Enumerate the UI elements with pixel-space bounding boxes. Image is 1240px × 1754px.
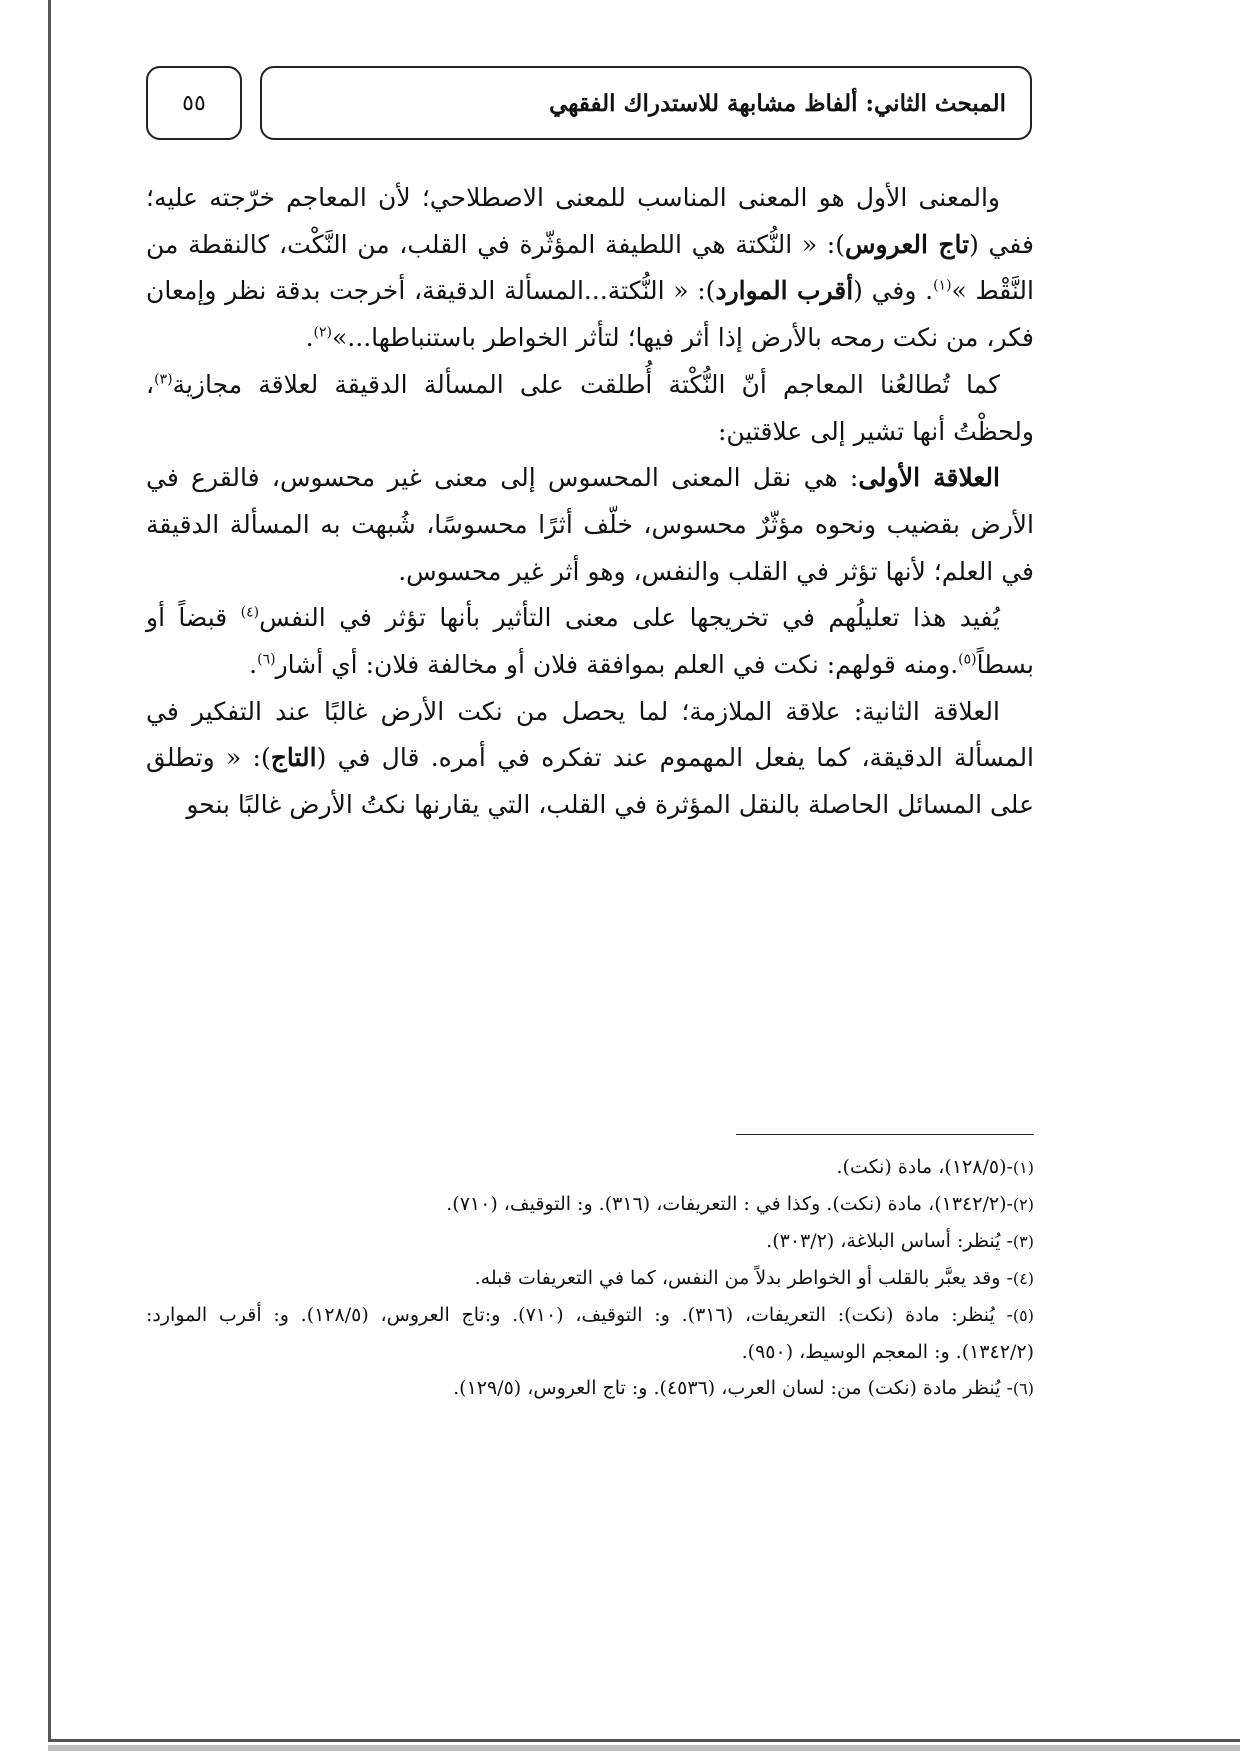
page-number: ٥٥ — [182, 90, 206, 116]
footnote-text: - يُنظر: أساس البلاغة، (٣٠٣/٢). — [766, 1230, 1013, 1252]
text-run: يُفيد هذا تعليلُهم في تخريجها على معنى التأثير بأنها تؤثر في النفس — [259, 603, 1000, 633]
footnote-text: -(١٣٤٢/٢)، مادة (نكت). وكذا في : التعريفات، (٣١٦). و: التوقيف، (٧١٠). — [446, 1193, 1013, 1215]
footnote-ref: (١) — [933, 278, 952, 295]
text-run: ): « وتطلق على المسائل الحاصلة بالنقل المؤثرة في القلب، التي يقارنها نكتُ الأرض غالبًا بنحو — [146, 743, 1034, 820]
text-run: ): « النُّكتة هي اللطيفة المؤثّرة في القلب، من النَّكْت، كالنقطة من النَّقْط » — [146, 229, 1034, 306]
paragraph-2 — [146, 362, 1034, 455]
footnote-ref: (٢) — [313, 324, 332, 341]
paragraph-1 — [146, 175, 1034, 362]
footnote-ref: (٥) — [958, 651, 977, 668]
source-title: أقرب الموارد — [715, 276, 854, 306]
text-run: والمعنى الأول هو المعنى المناسب للمعنى الاصطلاحي؛ لأن المعاجم خرّجته عليه؛ ففي ( — [146, 183, 1034, 259]
body-text — [146, 175, 1034, 829]
footnote — [146, 1149, 1034, 1186]
text-run: .ومنه قولهم: نكت في العلم بموافقة فلان أو مخالفة فلان: أي أشار — [275, 650, 959, 680]
text-run: كما تُطالعُنا المعاجم أنّ النُّكْتة أُطلقت على المسألة الدقيقة لعلاقة مجازية — [172, 369, 1000, 399]
footnote-number: (٥) — [1012, 1306, 1034, 1325]
text-run: قبضاً أو بسطاً — [146, 603, 1034, 680]
footnote-number: (٣) — [1012, 1232, 1034, 1251]
paragraph-3 — [146, 455, 1034, 595]
source-title: تاج العروس — [844, 229, 970, 259]
text-run: العلاقة الثانية: علاقة الملازمة؛ لما يحصل من نكت الأرض غالبًا عند التفكير في المسألة الدقيقة، كما يفعل المهموم عند تفكره في أمره. قال في ( — [146, 696, 1035, 773]
footnote-ref: (٣) — [154, 371, 173, 388]
page-number-box — [146, 66, 242, 140]
footnote-number: (٢) — [1012, 1195, 1034, 1214]
text-run: ): « النُّكتة...المسألة الدقيقة، أخرجت بدقة نظر وإمعان فكر، من نكت رمحه بالأرض إذا أثر فيها؛ لتأثر الخواطر باستنباطها...» — [146, 276, 1034, 353]
footnote — [146, 1186, 1034, 1223]
header-title: المبحث الثاني: ألفاظ مشابهة للاستدراك الفقهي — [549, 89, 1006, 117]
footnote — [146, 1370, 1034, 1407]
footnote-ref: (٦) — [257, 651, 276, 668]
footnote — [146, 1297, 1034, 1370]
footnote-text: - وقد يعبَّر بالقلب أو الخواطر بدلاً من النفس، كما في التعريفات قبله. — [474, 1267, 1013, 1289]
footnote — [146, 1260, 1034, 1297]
footnote-text: - يُنظر: مادة (نكت): التعريفات، (٣١٦). و: التوقيف، (٧١٠). و:تاج العروس، (١٢٨/٥). و: أقرب الموارد: (١٣٤٢/٢). و: المعجم الوسيط، (٩٥٠). — [146, 1304, 1034, 1363]
footnote-number: (١) — [1012, 1158, 1034, 1177]
footnote-number: (٦) — [1012, 1379, 1034, 1398]
text-run: : هي نقل المعنى المحسوس إلى معنى غير محسوس، فالقرع في الأرض بقضيب ونحوه مؤثّرٌ محسوس، خلّف أثرًا محسوسًا، شُبهت به المسألة الدقيقة في العلم؛ لأنها تؤثر في القلب والنفس، وهو أثر غير محسوس. — [146, 463, 1034, 586]
footnote-separator — [736, 1134, 1034, 1135]
section-label: العلاقة الأولى — [858, 463, 1000, 493]
footnote-text: -(١٢٨/٥)، مادة (نكت). — [836, 1156, 1013, 1178]
page-frame-shadow — [48, 1745, 1240, 1751]
footnotes — [146, 1149, 1034, 1407]
text-run: . — [305, 323, 314, 353]
paragraph-5 — [146, 689, 1034, 829]
footnote-number: (٤) — [1012, 1269, 1034, 1288]
text-run: . — [249, 650, 258, 680]
header-title-box — [260, 66, 1032, 140]
footnote-text: - يُنظر مادة (نكت) من: لسان العرب، (٤٥٣٦). و: تاج العروس، (١٢٩/٥). — [453, 1377, 1013, 1399]
source-title: التاج — [270, 743, 317, 773]
footnote — [146, 1223, 1034, 1260]
text-run: . وفي ( — [853, 276, 934, 306]
paragraph-4 — [146, 595, 1034, 688]
text-run: ، ولحظْتُ أنها تشير إلى علاقتين: — [146, 369, 1034, 446]
footnote-ref: (٤) — [240, 605, 260, 621]
